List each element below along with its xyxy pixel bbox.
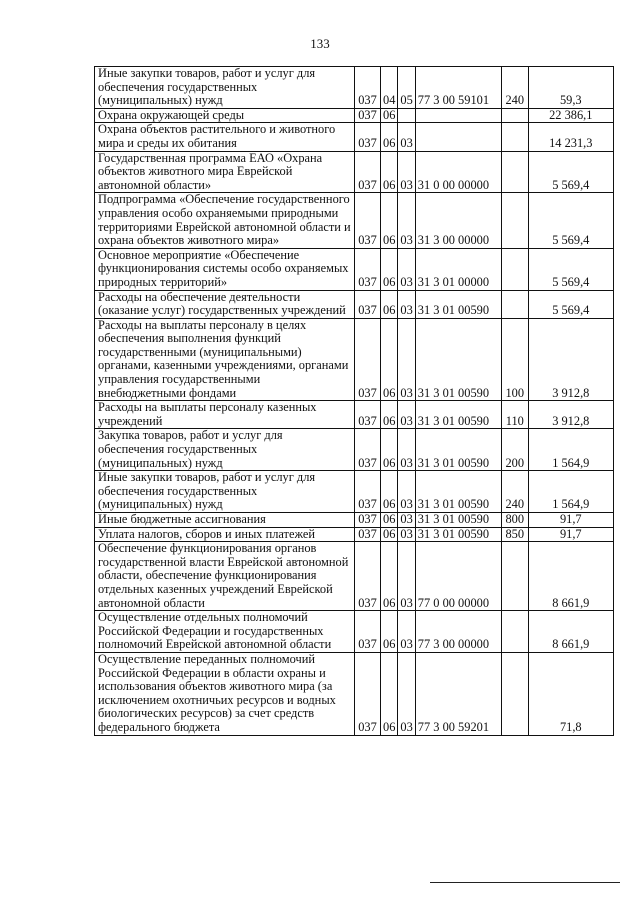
target-article-cell: 31 3 01 00590 (415, 318, 501, 401)
row-name-cell: Иные закупки товаров, работ и услуг для обеспечения государственных (муниципальных) нужд (95, 471, 355, 513)
expense-type-cell: 800 (501, 513, 528, 528)
amount-cell: 8 661,9 (528, 611, 613, 653)
row-name-cell: Иные бюджетные ассигнования (95, 513, 355, 528)
gr-code-cell: 037 (355, 542, 381, 611)
row-name-cell: Расходы на обеспечение деятельности (оказание услуг) государственных учреждений (95, 290, 355, 318)
target-article-cell: 77 3 00 00000 (415, 611, 501, 653)
gr-code-cell: 037 (355, 401, 381, 429)
subsection-code-cell: 03 (398, 429, 415, 471)
gr-code-cell: 037 (355, 123, 381, 151)
section-code-cell: 06 (381, 513, 398, 528)
table-row (95, 123, 614, 151)
subsection-code-cell: 03 (398, 542, 415, 611)
gr-code-cell: 037 (355, 193, 381, 248)
table-row (95, 318, 614, 401)
section-code-cell: 06 (381, 151, 398, 193)
target-article-cell: 31 0 00 00000 (415, 151, 501, 193)
gr-code-cell: 037 (355, 108, 381, 123)
section-code-cell: 06 (381, 248, 398, 290)
row-name-cell: Иные закупки товаров, работ и услуг для обеспечения государственных (муниципальных) нужд (95, 67, 355, 109)
section-code-cell: 06 (381, 542, 398, 611)
expense-type-cell: 850 (501, 527, 528, 542)
budget-table-body (95, 67, 614, 736)
subsection-code-cell (398, 108, 415, 123)
target-article-cell: 31 3 01 00590 (415, 513, 501, 528)
target-article-cell: 31 3 01 00590 (415, 429, 501, 471)
footer-rule (430, 882, 620, 883)
gr-code-cell: 037 (355, 513, 381, 528)
subsection-code-cell: 03 (398, 193, 415, 248)
target-article-cell: 31 3 01 00590 (415, 471, 501, 513)
expense-type-cell (501, 290, 528, 318)
section-code-cell: 06 (381, 429, 398, 471)
amount-cell: 5 569,4 (528, 290, 613, 318)
expense-type-cell (501, 108, 528, 123)
table-row (95, 67, 614, 109)
table-row (95, 513, 614, 528)
row-name-cell: Подпрограмма «Обеспечение государственного управления особо охраняемыми природными территориями Еврейской автономной области и охрана объектов животного мира» (95, 193, 355, 248)
expense-type-cell (501, 542, 528, 611)
gr-code-cell: 037 (355, 471, 381, 513)
row-name-cell: Охрана объектов растительного и животного мира и среды их обитания (95, 123, 355, 151)
subsection-code-cell: 03 (398, 123, 415, 151)
row-name-cell: Уплата налогов, сборов и иных платежей (95, 527, 355, 542)
gr-code-cell: 037 (355, 67, 381, 109)
page-number: 133 (310, 36, 330, 51)
table-row (95, 193, 614, 248)
subsection-code-cell: 03 (398, 471, 415, 513)
section-code-cell: 06 (381, 193, 398, 248)
expense-type-cell (501, 123, 528, 151)
row-name-cell: Осуществление переданных полномочий Российской Федерации в области охраны и использования объектов животного мира (за исключением охотничьих ресурсов и водных биологических ресурсов) за счет средств федерального бюджета (95, 652, 355, 735)
subsection-code-cell: 03 (398, 513, 415, 528)
amount-cell: 59,3 (528, 67, 613, 109)
table-row (95, 429, 614, 471)
table-row (95, 248, 614, 290)
expense-type-cell (501, 193, 528, 248)
expense-type-cell: 100 (501, 318, 528, 401)
subsection-code-cell: 05 (398, 67, 415, 109)
section-code-cell: 06 (381, 123, 398, 151)
amount-cell: 1 564,9 (528, 429, 613, 471)
row-name-cell: Охрана окружающей среды (95, 108, 355, 123)
gr-code-cell: 037 (355, 652, 381, 735)
section-code-cell: 06 (381, 611, 398, 653)
table-row (95, 611, 614, 653)
table-row (95, 542, 614, 611)
section-code-cell: 06 (381, 108, 398, 123)
amount-cell: 3 912,8 (528, 318, 613, 401)
row-name-cell: Основное мероприятие «Обеспечение функционирования системы особо охраняемых природных территорий» (95, 248, 355, 290)
expense-type-cell: 200 (501, 429, 528, 471)
section-code-cell: 06 (381, 318, 398, 401)
target-article-cell: 31 3 01 00590 (415, 290, 501, 318)
row-name-cell: Осуществление отдельных полномочий Российской Федерации и государственных полномочий Еврейской автономной области (95, 611, 355, 653)
row-name-cell: Обеспечение функционирования органов государственной власти Еврейской автономной области, обеспечение функционирования отдельных казенных учреждений Еврейской автономной области (95, 542, 355, 611)
amount-cell: 5 569,4 (528, 248, 613, 290)
row-name-cell: Закупка товаров, работ и услуг для обеспечения государственных (муниципальных) нужд (95, 429, 355, 471)
target-article-cell: 31 3 01 00590 (415, 401, 501, 429)
table-row (95, 471, 614, 513)
target-article-cell (415, 108, 501, 123)
amount-cell: 91,7 (528, 527, 613, 542)
subsection-code-cell: 03 (398, 401, 415, 429)
table-row (95, 527, 614, 542)
amount-cell: 3 912,8 (528, 401, 613, 429)
section-code-cell: 06 (381, 471, 398, 513)
expense-type-cell (501, 248, 528, 290)
expense-type-cell (501, 652, 528, 735)
section-code-cell: 06 (381, 652, 398, 735)
subsection-code-cell: 03 (398, 527, 415, 542)
amount-cell: 14 231,3 (528, 123, 613, 151)
target-article-cell: 31 3 01 00000 (415, 248, 501, 290)
row-name-cell: Расходы на выплаты персоналу в целях обеспечения выполнения функций государственными (муниципальными) органами, казенными учреждениями, органами управления государственными внебюджетными фондами (95, 318, 355, 401)
subsection-code-cell: 03 (398, 318, 415, 401)
amount-cell: 91,7 (528, 513, 613, 528)
target-article-cell (415, 123, 501, 151)
amount-cell: 8 661,9 (528, 542, 613, 611)
amount-cell: 5 569,4 (528, 193, 613, 248)
section-code-cell: 06 (381, 401, 398, 429)
target-article-cell: 31 3 01 00590 (415, 527, 501, 542)
gr-code-cell: 037 (355, 527, 381, 542)
expense-type-cell: 240 (501, 67, 528, 109)
table-row (95, 108, 614, 123)
subsection-code-cell: 03 (398, 290, 415, 318)
subsection-code-cell: 03 (398, 652, 415, 735)
table-row (95, 290, 614, 318)
gr-code-cell: 037 (355, 318, 381, 401)
subsection-code-cell: 03 (398, 248, 415, 290)
subsection-code-cell: 03 (398, 151, 415, 193)
gr-code-cell: 037 (355, 429, 381, 471)
expense-type-cell (501, 611, 528, 653)
expense-type-cell (501, 151, 528, 193)
expense-type-cell: 240 (501, 471, 528, 513)
section-code-cell: 06 (381, 527, 398, 542)
expense-type-cell: 110 (501, 401, 528, 429)
target-article-cell: 31 3 00 00000 (415, 193, 501, 248)
row-name-cell: Расходы на выплаты персоналу казенных учреждений (95, 401, 355, 429)
subsection-code-cell: 03 (398, 611, 415, 653)
gr-code-cell: 037 (355, 611, 381, 653)
table-row (95, 652, 614, 735)
target-article-cell: 77 3 00 59101 (415, 67, 501, 109)
section-code-cell: 04 (381, 67, 398, 109)
gr-code-cell: 037 (355, 151, 381, 193)
gr-code-cell: 037 (355, 290, 381, 318)
table-row (95, 401, 614, 429)
section-code-cell: 06 (381, 290, 398, 318)
row-name-cell: Государственная программа ЕАО «Охрана объектов животного мира Еврейской автономной области» (95, 151, 355, 193)
amount-cell: 1 564,9 (528, 471, 613, 513)
target-article-cell: 77 0 00 00000 (415, 542, 501, 611)
gr-code-cell: 037 (355, 248, 381, 290)
amount-cell: 5 569,4 (528, 151, 613, 193)
table-row (95, 151, 614, 193)
budget-table (94, 66, 614, 736)
amount-cell: 71,8 (528, 652, 613, 735)
target-article-cell: 77 3 00 59201 (415, 652, 501, 735)
amount-cell: 22 386,1 (528, 108, 613, 123)
